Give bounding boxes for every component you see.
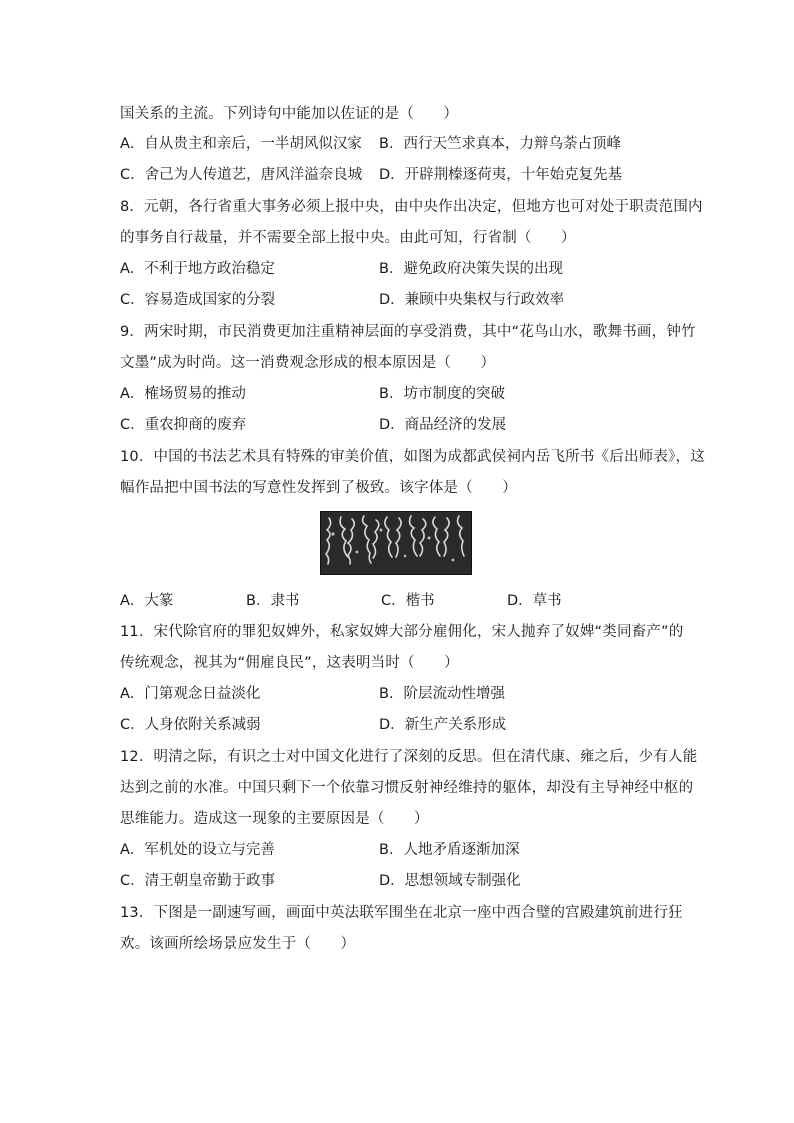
q7-option-a[interactable]: A．自从贵主和亲后，一半胡风似汉家 xyxy=(120,136,362,152)
calligraphy-rubbing-image xyxy=(320,511,472,575)
q8-option-c[interactable]: C．容易造成国家的分裂 xyxy=(120,292,276,308)
q11-option-b[interactable]: B．阶层流动性增强 xyxy=(379,686,505,702)
q9-stem-line1: 9．两宋时期，市民消费更加注重精神层面的享受消费，其中“花鸟山水，歌舞书画，钟竹 xyxy=(120,324,696,340)
q8-stem-line2: 的事务自行裁量，并不需要全部上报中央。由此可知，行省制（ ） xyxy=(120,230,576,246)
q9-option-c[interactable]: C．重农抑商的废弃 xyxy=(120,417,247,433)
q8-stem-line1: 8．元朝，各行省重大事务必须上报中央，由中央作出决定，但地方也可对处于职责范围内 xyxy=(120,199,703,215)
q12-stem-line2: 达到之前的水准。中国只剩下一个依靠习惯反射神经维持的躯体，却没有主导神经中枢的 xyxy=(120,780,694,796)
q10-stem-line2: 幅作品把中国书法的写意性发挥到了极致。该字体是（ ） xyxy=(120,480,517,496)
calligraphy-strokes xyxy=(321,512,471,574)
q10-option-d[interactable]: D．草书 xyxy=(507,593,562,609)
q12-stem-line1: 12．明清之际，有识之士对中国文化进行了深刻的反思。但在清代康、雍之后，少有人能 xyxy=(120,749,698,765)
q7-stem-continued: 国关系的主流。下列诗句中能加以佐证的是（ ） xyxy=(120,106,459,122)
q11-option-a[interactable]: A．门第观念日益淡化 xyxy=(120,686,261,702)
q12-option-a[interactable]: A．军机处的设立与完善 xyxy=(120,842,275,858)
q13-stem-line2: 欢。该画所绘场景应发生于（ ） xyxy=(120,936,356,952)
q11-option-d[interactable]: D．新生产关系形成 xyxy=(379,717,507,733)
q7-option-d[interactable]: D．开辟荆榛逐荷夷，十年始克复先基 xyxy=(379,167,623,183)
q8-option-b[interactable]: B．避免政府决策失误的出现 xyxy=(379,261,563,277)
q10-option-b[interactable]: B．隶书 xyxy=(246,593,300,609)
q9-option-d[interactable]: D．商品经济的发展 xyxy=(379,417,507,433)
q10-option-a[interactable]: A．大篆 xyxy=(120,593,174,609)
q12-option-c[interactable]: C．清王朝皇帝勤于政事 xyxy=(120,873,276,889)
q11-stem-line1: 11．宋代除官府的罪犯奴婢外，私家奴婢大部分雇佣化，宋人抛弃了奴婢“类同畜产”的 xyxy=(120,624,684,640)
q7-option-c[interactable]: C．舍己为人传道艺，唐风洋溢奈良城 xyxy=(120,167,363,183)
q12-stem-line3: 思维能力。造成这一现象的主要原因是（ ） xyxy=(120,811,429,827)
q9-option-b[interactable]: B．坊市制度的突破 xyxy=(379,386,505,402)
q12-option-d[interactable]: D．思想领域专制强化 xyxy=(379,873,521,889)
q8-option-a[interactable]: A．不利于地方政治稳定 xyxy=(120,261,275,277)
q9-stem-line2: 文墨”成为时尚。这一消费观念形成的根本原因是（ ） xyxy=(120,355,496,371)
q13-stem-line1: 13．下图是一副速写画，画面中英法联军围坐在北京一座中西合璧的宫殿建筑前进行狂 xyxy=(120,905,683,921)
q9-option-a[interactable]: A．榷场贸易的推动 xyxy=(120,386,246,402)
q11-option-c[interactable]: C．人身依附关系减弱 xyxy=(120,717,261,733)
q8-option-d[interactable]: D．兼顾中央集权与行政效率 xyxy=(379,292,565,308)
q12-option-b[interactable]: B．人地矛盾逐渐加深 xyxy=(379,842,520,858)
q11-stem-line2: 传统观念，视其为“佣雇良民”，这表明当时（ ） xyxy=(120,655,459,671)
q10-option-c[interactable]: C．楷书 xyxy=(381,593,435,609)
q7-option-b[interactable]: B．西行天竺求真本，力辩乌荼占顶峰 xyxy=(379,136,621,152)
q10-stem-line1: 10．中国的书法艺术具有特殊的审美价值，如图为成都武侯祠内岳飞所书《后出师表》，这 xyxy=(120,449,705,465)
